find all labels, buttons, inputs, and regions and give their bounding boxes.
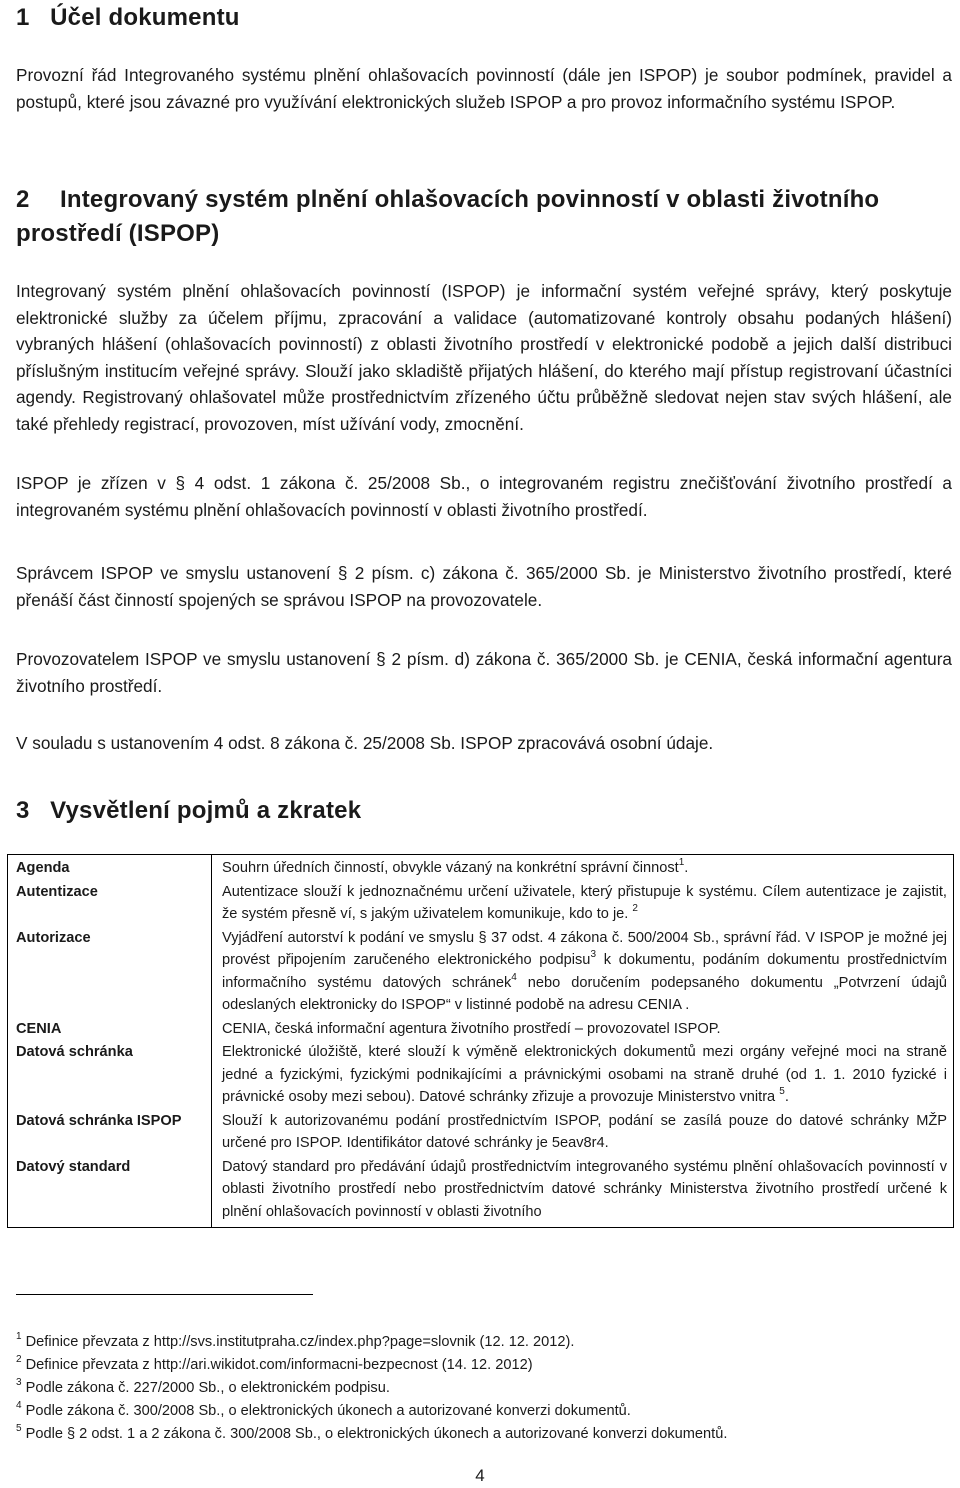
footnote-4: $^4$ Podle zákona č. 300/2008 Sb., o elektronických úkonech a autorizované konverzi dokumentů. <box>16 1400 631 1419</box>
glossary-row <box>8 927 954 1018</box>
glossary-row <box>8 1110 954 1156</box>
paragraph-ispop-description: Integrovaný systém plnění ohlašovacích povinností (ISPOP) je informační systém veřejné správy, který poskytuje elektronické služby za účelem příjmu, zpracování a validace (automatizované kontroly obsahu podaných hlášení) vybraných hlášení (ohlašovacích povinností) z oblasti životního prostředí v elektronické podobě a jejich další distribuci příslušným institucím veřejné správy. Slouží jako skladiště přijatých hlášení, do kterého mají přístup registrovaní účastníci agendy. Registrovaný ohlašovatel může prostřednictvím zřízeného účtu průběžně sledovat nejen stav svých hlášení, ale také přehledy registrací, provozoven, míst užívání vody, zmocnění. <box>16 281 952 434</box>
footnote-2: $^2$ Definice převzata z http://ari.wikidot.com/informacni-bezpecnost (14. 12. 2012) <box>16 1354 533 1373</box>
footnote-ref[interactable]: 1 <box>678 857 685 869</box>
glossary-term: Datový standard <box>8 1156 212 1228</box>
glossary-definition: Slouží k autorizovanému podání prostřednictvím ISPOP, podání se zasílá pouze do datové schránky MŽP určené pro ISPOP. Identifikátor datové schránky je 5eav8r4. <box>222 1112 947 1151</box>
footnote-separator <box>16 1294 313 1295</box>
paragraph-ispop-legal-basis: ISPOP je zřízen v § 4 odst. 1 zákona č. 25/2008 Sb., o integrovaném registru znečišťování životního prostředí a integrovaném systému plnění ohlašovacích povinností v oblasti životního prostředí. <box>16 473 952 520</box>
glossary-definition: Autentizace slouží k jednoznačnému určení uživatele, který přistupuje k systému. Cílem autentizace je zajistit, že systém přesně ví, s jakým uživatelem komunikuje, kdo to je. $^2$ <box>222 883 947 922</box>
glossary-definition: CENIA, česká informační agentura životního prostředí – provozovatel ISPOP. <box>222 1020 721 1037</box>
glossary-row <box>8 1156 954 1228</box>
glossary-table <box>7 854 954 1228</box>
paragraph-personal-data: V souladu s ustanovením 4 odst. 8 zákona č. 25/2008 Sb. ISPOP zpracovává osobní údaje. <box>16 733 714 753</box>
heading-section-2-text: Integrovaný systém plnění ohlašovacích povinností v oblasti životního prostředí (ISPOP) <box>16 186 880 247</box>
footnote-ref[interactable]: 4 <box>511 971 517 983</box>
heading-section-1: 1 Účel dokumentu <box>16 4 240 31</box>
glossary-definition: Souhrn úředních činností, obvykle vázaný na konkrétní správní činnost$^1$. <box>222 857 689 876</box>
glossary-term: Autentizace <box>8 881 212 927</box>
glossary-term: Autorizace <box>8 927 212 1018</box>
heading-section-3: 3 Vysvětlení pojmů a zkratek <box>16 797 362 824</box>
glossary-row <box>8 881 954 927</box>
glossary-term: CENIA <box>8 1018 212 1042</box>
glossary-row <box>8 1041 954 1110</box>
footnote-ref[interactable]: 3 <box>590 949 596 961</box>
glossary-term: Agenda <box>8 855 212 881</box>
footnote-5: $^5$ Podle § 2 odst. 1 a 2 zákona č. 300/2008 Sb., o elektronických úkonech a autorizované konverzi dokumentů. <box>16 1423 728 1442</box>
heading-section-2-number: 2 <box>16 186 30 213</box>
footnote-ref[interactable]: 5 <box>779 1086 785 1098</box>
paragraph-ispop-operator: Provozovatelem ISPOP ve smyslu ustanovení § 2 písm. d) zákona č. 365/2000 Sb. je CENIA, česká informační agentura životního prostředí. <box>16 649 952 696</box>
glossary-term: Datová schránka <box>8 1041 212 1110</box>
glossary-definition: Vyjádření autorství k podání ve smyslu § 37 odst. 4 zákona č. 500/2004 Sb., správní řád. V ISPOP je možné jej provést připojením zaručeného elektronického podpisu$^3$ k dokumentu, podáním dokumentu prostřednictvím informačního systému datových schránek$^4$ nebo doručením podepsaného dokumentu „Potvrzení údajů odeslaných elektronicky do ISPOP“ v listinné podobě na adresu CENIA . <box>222 929 947 1013</box>
heading-section-2 <box>16 183 946 251</box>
paragraph-purpose: Provozní řád Integrovaného systému plnění ohlašovacích povinností (dále jen ISPOP) je soubor podmínek, pravidel a postupů, které jsou závazné pro využívání elektronických služeb ISPOP a pro provoz informačního systému ISPOP. <box>16 65 952 112</box>
glossary-definition: Elektronické úložiště, které slouží k výměně elektronických dokumentů mezi orgány veřejné moci na straně jedné a fyzickými, fyzickými podnikajícími a právnickými osobami na straně druhé (od 1. 1. 2010 fyzické i právnické osoby mezi sebou). Datové schránky zřizuje a provozuje Ministerstvo vnitra $^5$. <box>222 1044 947 1105</box>
glossary-term: Datová schránka ISPOP <box>8 1110 212 1156</box>
page-number: 4 <box>475 1466 485 1485</box>
footnote-3: $^3$ Podle zákona č. 227/2000 Sb., o elektronickém podpisu. <box>16 1377 390 1396</box>
glossary-row <box>8 1018 954 1042</box>
paragraph-ispop-administrator: Správcem ISPOP ve smyslu ustanovení § 2 písm. c) zákona č. 365/2000 Sb. je Ministerstvo životního prostředí, které přenáší část činností spojených se správou ISPOP na provozovatele. <box>16 563 952 610</box>
glossary-definition: Datový standard pro předávání údajů prostřednictvím integrovaného systému plnění ohlašovacích povinností v oblasti životního prostředí nebo prostřednictvím datové schránky Ministerstva životního prostředí určené k plnění ohlašovacích povinností v oblasti životního <box>222 1158 947 1220</box>
footnote-1: $^1$ Definice převzata z http://svs.institutpraha.cz/index.php?page=slovnik (12. 12. 2012). <box>16 1331 575 1350</box>
glossary-row <box>8 855 954 881</box>
footnote-ref[interactable]: 2 <box>632 903 638 915</box>
